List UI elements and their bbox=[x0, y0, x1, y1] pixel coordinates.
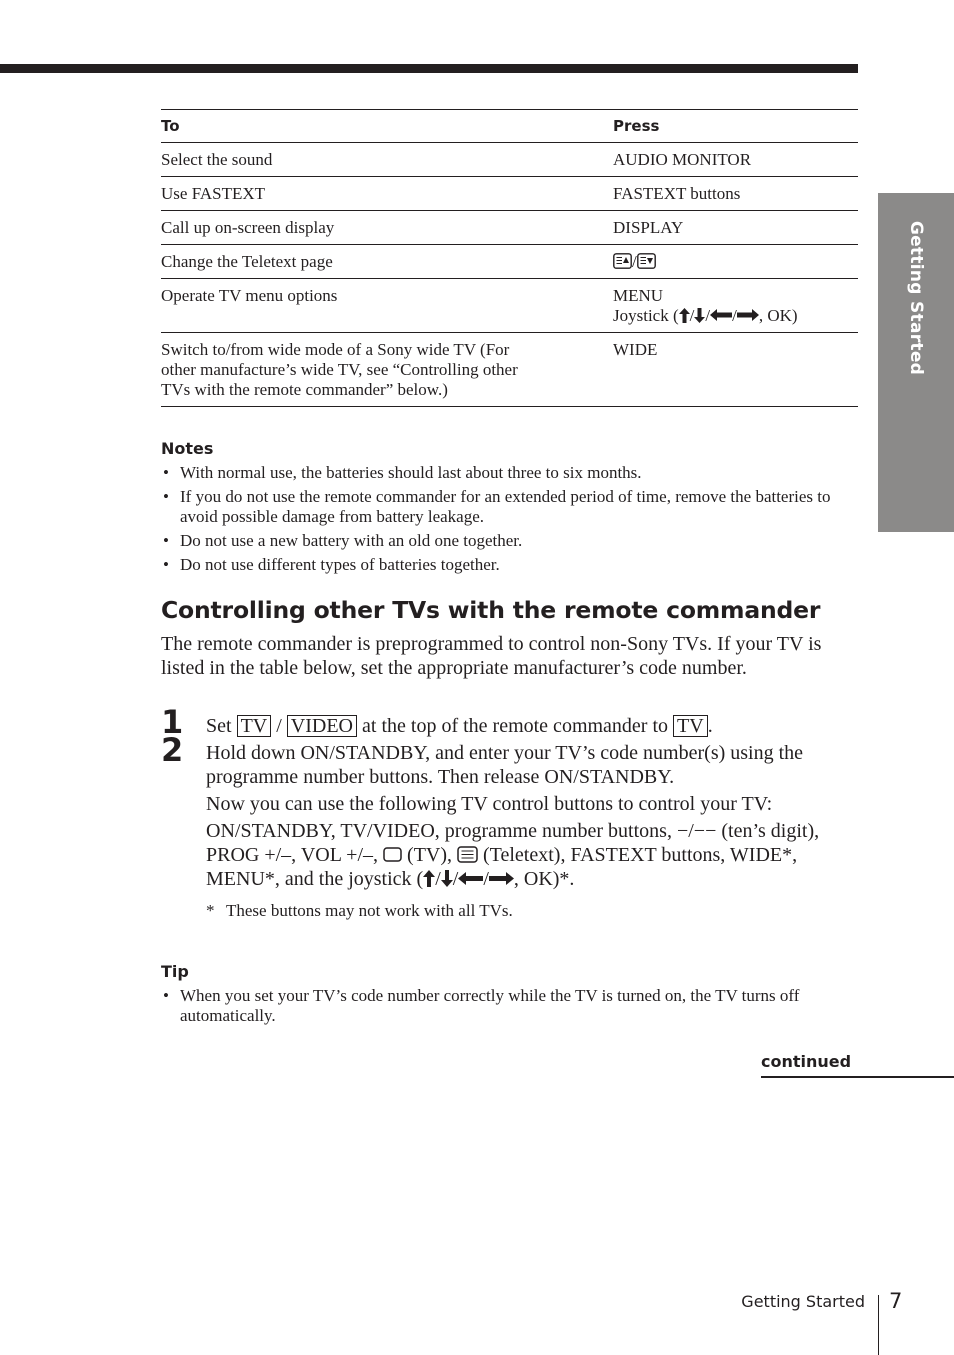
switch-label-video: VIDEO bbox=[287, 715, 357, 737]
table-row bbox=[161, 176, 858, 210]
teletext-page-down-icon bbox=[637, 253, 656, 269]
cell-to: Change the Teletext page bbox=[161, 252, 333, 271]
cell-to: Use FASTEXT bbox=[161, 184, 266, 203]
footnote-text: These buttons may not work with all TVs. bbox=[226, 901, 513, 920]
list-item: • Do not use different types of batteries together. bbox=[161, 555, 851, 575]
cell-press: FASTEXT buttons bbox=[613, 184, 741, 203]
tv-icon bbox=[383, 847, 402, 862]
table-row bbox=[161, 142, 858, 176]
cell-to: Operate TV menu options bbox=[161, 286, 338, 305]
press-line-menu: MENU bbox=[613, 286, 664, 305]
step-number: 1 bbox=[161, 703, 184, 741]
teletext-icon bbox=[457, 846, 478, 863]
section-title: Controlling other TVs with the remote commander bbox=[161, 596, 821, 624]
cell-press: AUDIO MONITOR bbox=[613, 150, 752, 169]
notes-block bbox=[161, 439, 851, 579]
arrow-right-icon bbox=[489, 872, 514, 885]
table-row bbox=[161, 244, 858, 278]
footer-section-name: Getting Started bbox=[741, 1292, 865, 1311]
cell-press bbox=[613, 279, 858, 332]
list-item: • If you do not use the remote commander for an extended period of time, remove the batteries to avoid possible damage from battery leakage. bbox=[161, 487, 851, 527]
list-item: • When you set your TV’s code number correctly while the TV is turned on, the TV turns off automatically. bbox=[161, 986, 851, 1026]
arrow-down-icon bbox=[441, 870, 453, 887]
footer-rule bbox=[878, 1295, 879, 1355]
top-rule bbox=[0, 64, 858, 73]
step-2-text: Hold down ON/STANDBY, and enter your TV’s code number(s) using the programme number buttons. Then release ON/STANDBY. bbox=[206, 742, 804, 788]
continued-rule bbox=[761, 1076, 954, 1078]
table-row bbox=[161, 278, 858, 332]
col-header-press: Press bbox=[613, 117, 660, 135]
table-row bbox=[161, 332, 858, 406]
footnote-mark: * bbox=[206, 901, 215, 920]
side-tab bbox=[878, 193, 954, 532]
section-intro: The remote commander is preprogrammed to control non-Sony TVs. If your TV is listed in the table below, set the appropriate manufacturer’s code number. bbox=[161, 633, 822, 679]
step-1-text: Set TV / VIDEO at the top of the remote commander to TV . bbox=[206, 715, 713, 737]
footnote bbox=[206, 901, 513, 921]
step-2-button-list: ON/STANDBY, TV/VIDEO, programme number buttons, −/−− (ten’s digit), PROG +/–, VOL +/–, (TV), (Teletext), FASTEXT buttons, WIDE*, MENU*, and the joystick ( / / / , OK)*. bbox=[206, 820, 820, 890]
list-item: • Do not use a new battery with an old one together. bbox=[161, 531, 851, 551]
operations-table bbox=[161, 109, 858, 407]
arrow-right-icon bbox=[737, 309, 759, 321]
tip-title: Tip bbox=[161, 962, 189, 981]
cell-press: DISPLAY bbox=[613, 218, 684, 237]
table-row bbox=[161, 210, 858, 244]
teletext-page-up-icon bbox=[613, 253, 632, 269]
cell-to: Select the sound bbox=[161, 150, 273, 169]
switch-label-tv: TV bbox=[673, 715, 708, 737]
arrow-up-icon bbox=[679, 308, 690, 323]
table-header bbox=[161, 110, 858, 142]
tip-block bbox=[161, 962, 851, 1030]
arrow-down-icon bbox=[694, 308, 705, 323]
cell-to: Switch to/from wide mode of a Sony wide TV (For other manufacture’s wide TV, see “Controlling other TVs with the remote commander” below.) bbox=[161, 340, 518, 399]
cell-press: WIDE bbox=[613, 340, 658, 359]
page-number: 7 bbox=[889, 1289, 903, 1313]
side-tab-label: Getting Started bbox=[906, 220, 926, 376]
arrow-left-icon bbox=[458, 872, 483, 885]
cell-press bbox=[613, 245, 858, 278]
switch-label-tv: TV bbox=[237, 715, 272, 737]
arrow-left-icon bbox=[710, 309, 732, 321]
list-item: • With normal use, the batteries should last about three to six months. bbox=[161, 463, 851, 483]
teletext-separator: / bbox=[632, 252, 637, 271]
step-2-continuation: Now you can use the following TV control buttons to control your TV: bbox=[206, 793, 773, 815]
continued-label: continued bbox=[761, 1052, 852, 1071]
arrow-up-icon bbox=[423, 870, 435, 887]
step-number: 2 bbox=[161, 731, 184, 769]
col-header-to: To bbox=[161, 117, 180, 135]
press-line-joystick: Joystick ( / / / , OK) bbox=[613, 306, 798, 325]
cell-to: Call up on-screen display bbox=[161, 218, 335, 237]
notes-title: Notes bbox=[161, 439, 214, 458]
